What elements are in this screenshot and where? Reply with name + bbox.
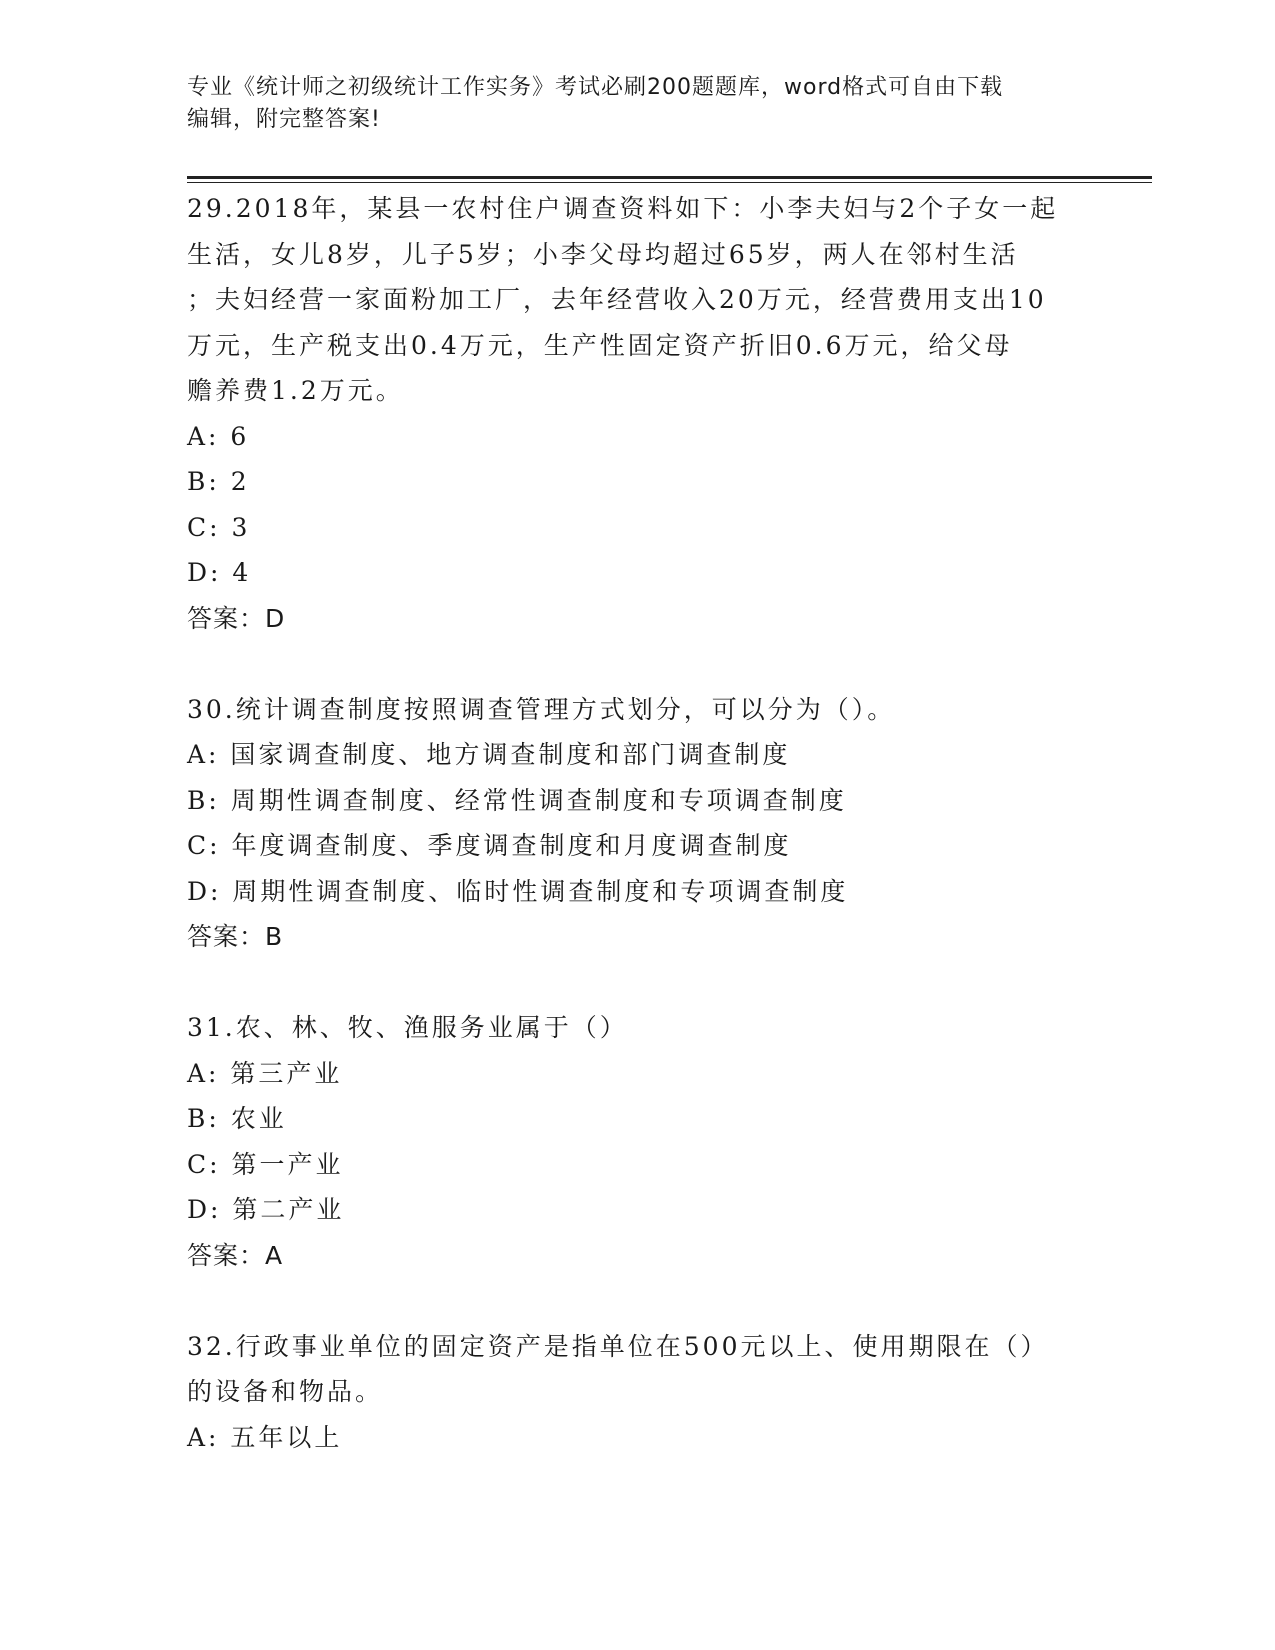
answer: 答案：D: [187, 603, 286, 633]
question-stem: ；夫妇经营一家面粉加工厂，去年经营收入20万元，经营费用支出10: [187, 285, 1047, 314]
option-b: B: 农业: [187, 1104, 287, 1133]
answer: 答案：B: [187, 922, 284, 951]
option-a: A: 五年以上: [187, 1422, 343, 1452]
option-c: C: 3: [187, 512, 251, 542]
question-stem: 赡养费1.2万元。: [187, 376, 404, 405]
option-b: B: 2: [187, 467, 250, 496]
option-d: D: 第二产业: [187, 1195, 345, 1224]
header-rule-thick: [187, 176, 1152, 179]
question-stem: 31.农、林、牧、渔服务业属于（）: [187, 1013, 628, 1042]
option-d: D: 周期性调查制度、临时性调查制度和专项调查制度: [187, 876, 849, 906]
option-a: A: 国家调查制度、地方调查制度和部门调查制度: [187, 740, 791, 769]
question-stem: 30.统计调查制度按照调查管理方式划分，可以分为（）。: [187, 694, 896, 724]
document-header: [187, 72, 1087, 136]
option-a: A: 6: [187, 421, 250, 451]
option-c: C: 第一产业: [187, 1149, 344, 1179]
answer: 答案：A: [187, 1240, 284, 1270]
question-32: [187, 1324, 1087, 1461]
option-b: B: 周期性调查制度、经常性调查制度和专项调查制度: [187, 785, 847, 815]
option-c: C: 年度调查制度、季度调查制度和月度调查制度: [187, 831, 792, 860]
question-29: [187, 186, 1087, 641]
header-line-1: 专业《统计师之初级统计工作实务》考试必刷200题题库，word格式可自由下载: [187, 75, 1004, 100]
question-stem: 32.行政事业单位的固定资产是指单位在500元以上、使用期限在（）: [187, 1331, 1049, 1361]
question-stem: 万元，生产税支出0.4万元，生产性固定资产折旧0.6万元，给父母: [187, 330, 1013, 360]
question-list: [187, 186, 1087, 1506]
header-line-2: 编辑，附完整答案!: [187, 107, 381, 132]
question-30: [187, 687, 1087, 960]
option-d: D: 4: [187, 558, 252, 587]
question-stem: 的设备和物品。: [187, 1377, 384, 1406]
header-rule-thin: [187, 182, 1152, 183]
question-31: [187, 1005, 1087, 1278]
option-a: A: 第三产业: [187, 1058, 343, 1088]
question-stem: 生活，女儿8岁，儿子5岁；小李父母均超过65岁，两人在邻村生活: [187, 239, 1019, 269]
question-stem: 29.2018年，某县一农村住户调查资料如下：小李夫妇与2个子女一起: [187, 194, 1059, 223]
